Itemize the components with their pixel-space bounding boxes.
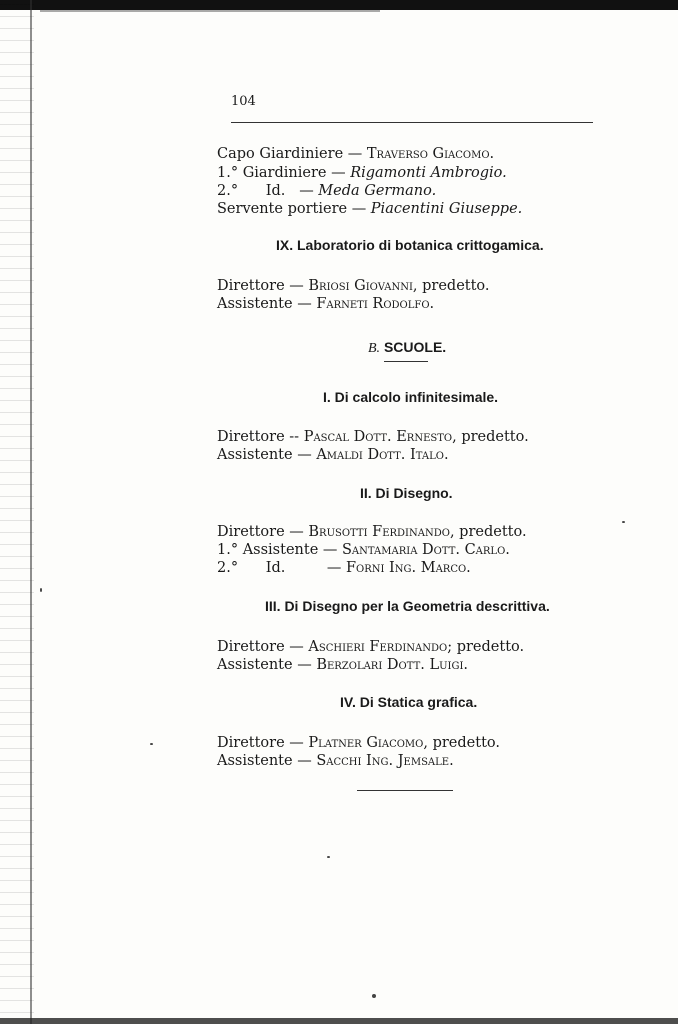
entry-line bbox=[217, 523, 527, 541]
end-rule bbox=[357, 790, 453, 791]
entry-role: Assistente bbox=[217, 447, 293, 463]
entry-name: Berzolari Dott. Luigi. bbox=[316, 657, 469, 673]
entry-name: Farneti Rodolfo. bbox=[316, 296, 435, 312]
entry-suffix: , predetto. bbox=[412, 278, 490, 294]
entry-suffix: , predetto. bbox=[423, 735, 500, 751]
section-heading-iv: IV. Di Statica grafica. bbox=[340, 694, 478, 710]
entry-line bbox=[217, 446, 449, 464]
entry-sep: — bbox=[297, 447, 312, 463]
entry-name: Sacchi Ing. Jemsale. bbox=[316, 753, 454, 769]
staff-role: 1.° Giardiniere bbox=[217, 165, 327, 181]
entry-role: Direttore bbox=[217, 429, 285, 445]
entry-sep: — bbox=[289, 735, 304, 751]
staff-name: Traverso Giacomo. bbox=[366, 146, 495, 162]
entry-suffix: , predetto. bbox=[452, 429, 529, 445]
scan-border-bottom bbox=[0, 1018, 678, 1024]
staff-sep: — bbox=[351, 201, 367, 217]
staff-sep: — bbox=[299, 183, 314, 199]
entry-role: Direttore bbox=[217, 735, 285, 751]
entry-role: Direttore bbox=[217, 524, 285, 540]
entry-line bbox=[217, 734, 500, 752]
entry-suffix: , predetto. bbox=[449, 524, 527, 540]
section-heading-iii: III. Di Disegno per la Geometria descrittiva. bbox=[265, 598, 550, 614]
subsection-rule bbox=[384, 361, 428, 362]
entry-name: Santamaria Dott. Carlo. bbox=[342, 542, 510, 558]
staff-role: Capo Giardiniere bbox=[217, 146, 344, 162]
entry-sep: — bbox=[322, 542, 338, 558]
entry-line bbox=[217, 559, 471, 577]
entry-sep: — bbox=[289, 639, 304, 655]
entry-role: Assistente bbox=[217, 296, 293, 312]
entry-role: Assistente bbox=[217, 657, 293, 673]
entry-sep: — bbox=[289, 524, 304, 540]
entry-name: Platner Giacomo bbox=[308, 735, 424, 751]
scan-speck bbox=[327, 856, 330, 858]
scan-speck bbox=[150, 743, 153, 745]
staff-name: Piacentini Giuseppe. bbox=[370, 201, 523, 217]
entry-sep: -- bbox=[289, 429, 300, 445]
staff-sep: — bbox=[347, 146, 363, 162]
staff-role: 2.° Id. bbox=[217, 183, 286, 199]
scan-speck bbox=[40, 588, 42, 592]
entry-role: 1.° Assistente bbox=[217, 542, 319, 558]
entry-name: Amaldi Dott. Italo. bbox=[316, 447, 449, 463]
staff-name: Rigamonti Ambrogio. bbox=[350, 165, 507, 181]
subsection-letter: B. bbox=[368, 341, 381, 356]
staff-sep: — bbox=[331, 165, 346, 181]
section-heading-i: I. Di calcolo infinitesimale. bbox=[323, 389, 499, 405]
entry-sep: — bbox=[297, 657, 312, 673]
entry-sep: — bbox=[326, 560, 342, 576]
entry-role: Direttore bbox=[217, 639, 285, 655]
entry-line bbox=[217, 295, 434, 313]
staff-line-2 bbox=[217, 164, 507, 182]
staff-line-3 bbox=[217, 182, 436, 200]
entry-line bbox=[217, 638, 524, 656]
staff-role: Servente portiere bbox=[217, 201, 348, 217]
section-heading-ix: IX. Laboratorio di botanica crittogamica. bbox=[276, 237, 544, 253]
page-number: 104 bbox=[231, 94, 256, 109]
entry-role: Assistente bbox=[217, 753, 293, 769]
subsection-title: SCUOLE. bbox=[383, 339, 447, 355]
entry-name: Pascal Dott. Ernesto bbox=[303, 429, 453, 445]
scan-border-top-strip bbox=[40, 10, 380, 12]
entry-name: Briosi Giovanni bbox=[308, 278, 413, 294]
entry-suffix: ; predetto. bbox=[447, 639, 525, 655]
scan-border-left-edge bbox=[30, 0, 32, 1024]
entry-name: Brusotti Ferdinando bbox=[308, 524, 450, 540]
entry-role: 2.° Id. bbox=[217, 560, 286, 576]
staff-name: Meda Germano. bbox=[318, 183, 437, 199]
entry-sep: — bbox=[297, 296, 312, 312]
entry-line bbox=[217, 656, 468, 674]
staff-line-4 bbox=[217, 200, 522, 218]
entry-name: Aschieri Ferdinando bbox=[308, 639, 448, 655]
scan-speck bbox=[372, 994, 376, 998]
scan-speck bbox=[622, 521, 625, 523]
entry-sep: — bbox=[289, 278, 304, 294]
entry-line bbox=[217, 541, 510, 559]
header-rule bbox=[231, 122, 593, 123]
entry-role: Direttore bbox=[217, 278, 285, 294]
entry-name: Forni Ing. Marco. bbox=[345, 560, 471, 576]
entry-sep: — bbox=[297, 753, 312, 769]
subsection-heading bbox=[368, 339, 446, 357]
entry-line bbox=[217, 277, 490, 295]
staff-line-1 bbox=[217, 145, 494, 163]
scan-border-top bbox=[0, 0, 678, 10]
entry-line bbox=[217, 752, 454, 770]
scan-border-left bbox=[0, 0, 34, 1024]
section-heading-ii: II. Di Disegno. bbox=[360, 485, 453, 501]
entry-line bbox=[217, 428, 529, 446]
